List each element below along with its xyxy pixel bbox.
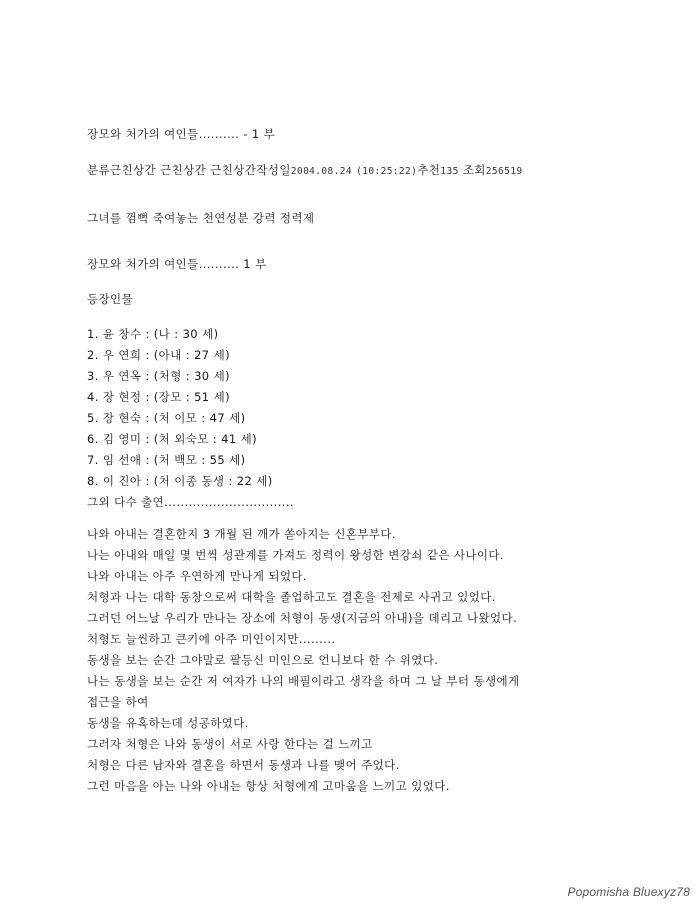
body-line: 처형도 늘씬하고 큰키에 아주 미인이지만......... <box>87 632 336 646</box>
watermark: Popomisha Bluexyz78 <box>567 885 690 899</box>
body-line: 나는 동생을 보는 순간 저 여자가 나의 배필이라고 생각을 하며 그 날 부터 동생에게 <box>87 674 520 688</box>
category2-value: 근친상간 <box>160 163 207 177</box>
others-line: 그외 다수 출연................................ <box>87 495 294 509</box>
time-value: (10:25:22) <box>356 166 418 177</box>
views-label: 조회 <box>462 163 486 177</box>
character-item: 5. 장 현숙 : (처 이모 : 47 세) <box>87 411 246 425</box>
body-line: 처형은 다른 남자와 결혼을 하면서 동생과 나를 맺어 주었다. <box>87 758 400 772</box>
character-item: 7. 임 선애 : (처 백모 : 55 세) <box>87 453 246 467</box>
body-line: 그러던 어느날 우리가 만나는 장소에 처형이 동생(지금의 아내)을 데리고 나왔었다. <box>87 611 518 625</box>
body-line: 접근을 하여 <box>87 695 149 709</box>
character-item: 2. 우 연희 : (아내 : 27 세) <box>87 348 230 362</box>
category-value: 근친상간 <box>110 163 157 177</box>
subtitle-line: 장모와 처가의 여인들.......... 1 부 <box>87 257 267 271</box>
character-item: 3. 우 연옥 : (처형 : 30 세) <box>87 369 230 383</box>
body-line: 동생을 보는 순간 그야말로 팔등신 미인으로 언니보다 한 수 위였다. <box>87 653 439 667</box>
body-line: 그러자 처형은 나와 동생이 서로 사랑 한다는 걸 느끼고 <box>87 737 373 751</box>
body-line: 동생을 유혹하는데 성공하였다. <box>87 716 249 730</box>
character-item: 1. 윤 창수 : (나 : 30 세) <box>87 327 219 341</box>
recommend-label: 추천 <box>417 163 441 177</box>
recommend-count: 135 <box>440 166 459 177</box>
body-line: 나는 아내와 매일 몇 번씩 성관계를 가져도 정력이 왕성한 변강쇠 같은 사나이다. <box>87 548 504 562</box>
date-value: 2004.08.24 <box>290 166 353 177</box>
characters-heading: 등장인물 <box>87 292 134 306</box>
title-line: 장모와 처가의 여인들.......... - 1 부 <box>87 127 276 141</box>
character-item: 8. 이 진아 : (처 이종 동생 : 22 세) <box>87 474 273 488</box>
character-item: 6. 김 영미 : (처 외숙모 : 41 세) <box>87 432 258 446</box>
ad-line: 그녀를 껌뻑 죽여놓는 천연성분 강력 정력제 <box>87 211 315 225</box>
date-label: 작성일 <box>256 163 291 177</box>
character-item: 4. 장 현정 : (장모 : 51 세) <box>87 390 230 404</box>
views-count: 256519 <box>485 166 523 177</box>
body-line: 처형과 나는 대학 동창으로써 대학을 졸업하고도 결혼을 전제로 사귀고 있었다. <box>87 590 496 604</box>
meta-line <box>87 162 523 180</box>
body-line: 나와 아내는 결혼한지 3 개월 된 깨가 쏟아지는 신혼부부다. <box>87 527 396 541</box>
category-label: 분류 <box>87 163 111 177</box>
body-line: 나와 아내는 아주 우연하게 만나게 되었다. <box>87 569 307 583</box>
body-line: 그런 마음을 아는 나와 아내는 항상 처형에게 고마움을 느끼고 있었다. <box>87 779 450 793</box>
post-title: 근친상간 <box>210 163 257 177</box>
